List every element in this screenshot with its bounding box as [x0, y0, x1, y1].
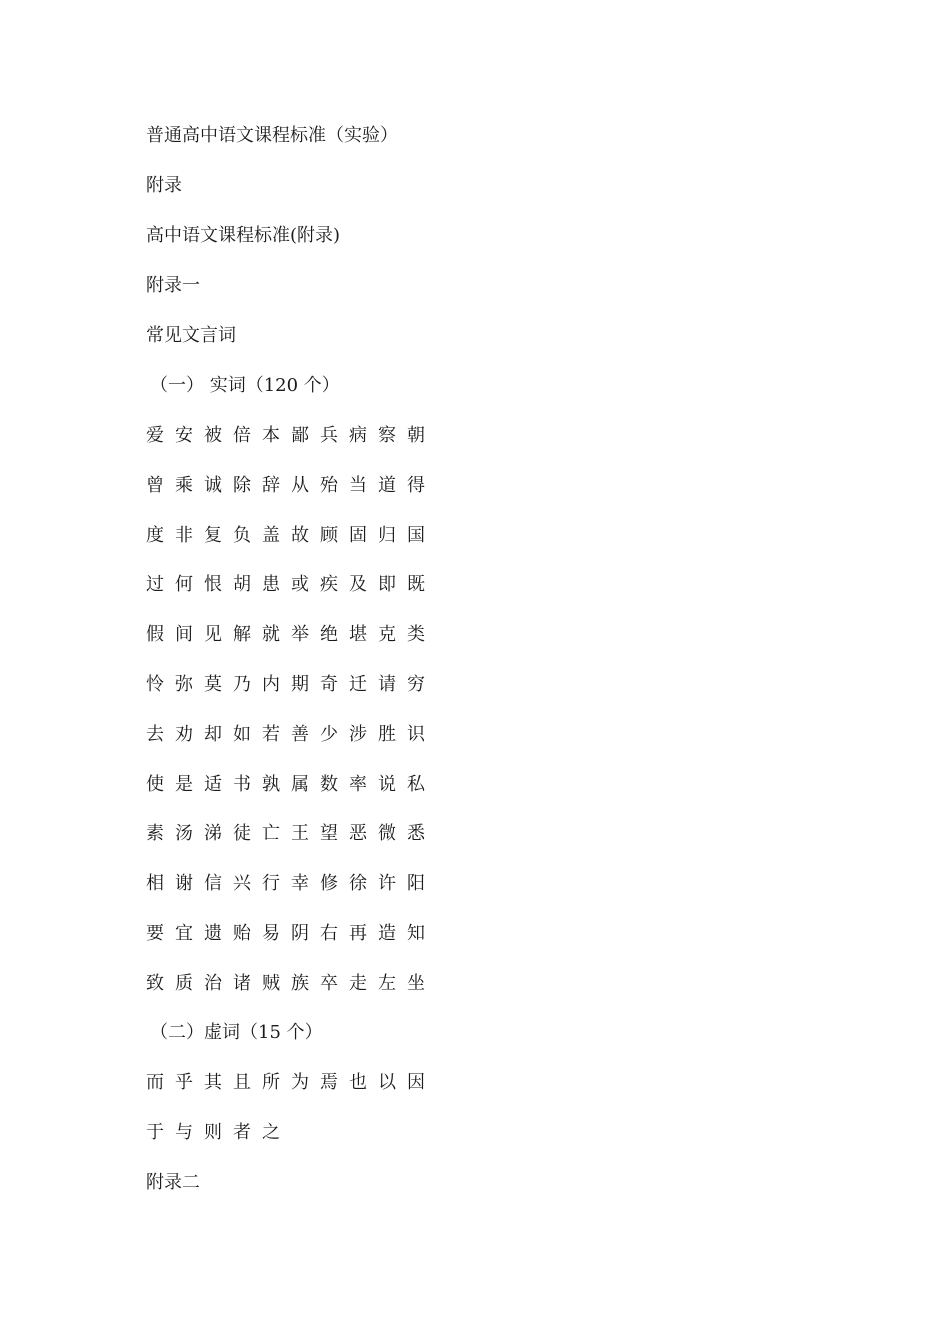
word-char: 诸	[233, 972, 251, 994]
word-char: 因	[407, 1072, 425, 1093]
word-char: 从	[291, 474, 309, 496]
word-char: 许	[378, 873, 396, 895]
word-char: 则	[204, 1122, 222, 1143]
word-char: 私	[407, 773, 425, 795]
shici-row	[146, 573, 436, 597]
word-char: 易	[262, 923, 280, 944]
word-char: 及	[349, 574, 367, 596]
appendix-one-heading: 附录一	[146, 275, 200, 296]
word-char: 孰	[262, 773, 280, 795]
word-char: 汤	[175, 823, 193, 845]
word-char: 也	[349, 1072, 367, 1093]
word-char: 书	[233, 773, 251, 795]
word-char: 莫	[204, 674, 222, 695]
word-char: 走	[349, 972, 367, 994]
word-char: 负	[233, 524, 251, 546]
word-char: 就	[262, 624, 280, 646]
word-char: 察	[378, 425, 396, 446]
word-char: 悉	[407, 823, 425, 845]
document-subtitle: 高中语文课程标准(附录)	[146, 225, 341, 246]
word-char: 诚	[204, 474, 222, 496]
word-char: 解	[233, 624, 251, 646]
word-char: 固	[349, 524, 367, 546]
word-char: 所	[262, 1072, 280, 1093]
word-char: 卒	[320, 972, 338, 994]
word-char: 行	[262, 873, 280, 895]
word-char: 徒	[233, 823, 251, 845]
word-char: 道	[378, 474, 396, 496]
word-char: 乎	[175, 1072, 193, 1093]
word-char: 复	[204, 524, 222, 546]
word-char: 望	[320, 823, 338, 845]
word-char: 且	[233, 1072, 251, 1093]
word-char: 安	[175, 425, 193, 446]
word-char: 数	[320, 773, 338, 795]
shici-row	[146, 872, 436, 896]
shici-row	[146, 524, 436, 548]
word-char: 是	[175, 773, 193, 795]
word-char: 举	[291, 624, 309, 646]
section-title: 常见文言词	[146, 325, 236, 346]
word-char: 既	[407, 574, 425, 596]
word-char: 族	[291, 972, 309, 994]
word-char: 奇	[320, 674, 338, 695]
xuci-row	[146, 1121, 291, 1145]
word-char: 类	[407, 624, 425, 646]
word-char: 本	[262, 425, 280, 446]
appendix-heading: 附录	[146, 175, 182, 196]
word-char: 归	[378, 524, 396, 546]
word-char: 如	[233, 723, 251, 745]
word-char: 善	[291, 723, 309, 745]
word-char: 得	[407, 474, 425, 496]
word-char: 左	[378, 972, 396, 994]
word-char: 国	[407, 524, 425, 546]
word-char: 素	[146, 823, 164, 845]
word-char: 而	[146, 1072, 164, 1093]
word-char: 属	[291, 773, 309, 795]
word-char: 何	[175, 574, 193, 596]
word-char: 故	[291, 524, 309, 546]
word-char: 期	[291, 674, 309, 695]
word-char: 殆	[320, 474, 338, 496]
word-char: 率	[349, 773, 367, 795]
shici-heading: （一） 实词（120 个）	[150, 375, 340, 396]
word-char: 贻	[233, 923, 251, 944]
word-char: 贼	[262, 972, 280, 994]
word-char: 于	[146, 1122, 164, 1143]
word-char: 绝	[320, 624, 338, 646]
word-char: 除	[233, 474, 251, 496]
word-char: 度	[146, 524, 164, 546]
word-char: 辞	[262, 474, 280, 496]
word-char: 即	[378, 574, 396, 596]
word-char: 鄙	[291, 425, 309, 446]
word-char: 去	[146, 723, 164, 745]
word-char: 胡	[233, 574, 251, 596]
word-char: 穷	[407, 674, 425, 695]
word-char: 治	[204, 972, 222, 994]
word-char: 王	[291, 823, 309, 845]
word-char: 微	[378, 823, 396, 845]
word-char: 识	[407, 723, 425, 745]
word-char: 弥	[175, 674, 193, 695]
word-char: 适	[204, 773, 222, 795]
word-char: 恶	[349, 823, 367, 845]
word-char: 者	[233, 1122, 251, 1143]
appendix-two-heading: 附录二	[146, 1172, 200, 1193]
word-char: 致	[146, 972, 164, 994]
word-char: 造	[378, 923, 396, 944]
word-char: 阳	[407, 873, 425, 895]
word-char: 徐	[349, 873, 367, 895]
word-char: 迁	[349, 674, 367, 695]
word-char: 当	[349, 474, 367, 496]
shici-row	[146, 424, 436, 448]
word-char: 间	[175, 624, 193, 646]
word-char: 之	[262, 1122, 280, 1143]
word-char: 亡	[262, 823, 280, 845]
word-char: 倍	[233, 425, 251, 446]
word-char: 再	[349, 923, 367, 944]
word-char: 涉	[349, 723, 367, 745]
word-char: 质	[175, 972, 193, 994]
shici-row	[146, 723, 436, 747]
document-title: 普通高中语文课程标准（实验）	[146, 125, 398, 146]
word-char: 见	[204, 624, 222, 646]
word-char: 右	[320, 923, 338, 944]
word-char: 恨	[204, 574, 222, 596]
word-char: 内	[262, 674, 280, 695]
word-char: 涕	[204, 823, 222, 845]
word-char: 为	[291, 1072, 309, 1093]
word-char: 幸	[291, 873, 309, 895]
word-char: 被	[204, 425, 222, 446]
shici-row	[146, 922, 436, 946]
word-char: 克	[378, 624, 396, 646]
word-char: 其	[204, 1072, 222, 1093]
word-char: 爱	[146, 425, 164, 446]
word-char: 乃	[233, 674, 251, 695]
word-char: 劝	[175, 723, 193, 745]
shici-row	[146, 623, 436, 647]
word-char: 假	[146, 624, 164, 646]
word-char: 胜	[378, 723, 396, 745]
word-char: 却	[204, 723, 222, 745]
word-char: 疾	[320, 574, 338, 596]
word-char: 兴	[233, 873, 251, 895]
xuci-heading: （二）虚词（15 个）	[150, 1022, 323, 1043]
word-char: 相	[146, 873, 164, 895]
shici-row	[146, 474, 436, 498]
shici-row	[146, 822, 436, 846]
word-char: 堪	[349, 624, 367, 646]
word-char: 朝	[407, 425, 425, 446]
word-char: 使	[146, 773, 164, 795]
word-char: 非	[175, 524, 193, 546]
word-char: 乘	[175, 474, 193, 496]
shici-row	[146, 773, 436, 797]
word-char: 病	[349, 425, 367, 446]
word-char: 或	[291, 574, 309, 596]
word-char: 说	[378, 773, 396, 795]
word-char: 兵	[320, 425, 338, 446]
word-char: 坐	[407, 972, 425, 994]
shici-row	[146, 972, 436, 996]
word-char: 过	[146, 574, 164, 596]
shici-row	[146, 673, 436, 697]
word-char: 焉	[320, 1072, 338, 1093]
word-char: 顾	[320, 524, 338, 546]
word-char: 请	[378, 674, 396, 695]
xuci-row	[146, 1071, 436, 1095]
word-char: 修	[320, 873, 338, 895]
word-char: 遗	[204, 923, 222, 944]
word-char: 少	[320, 723, 338, 745]
word-char: 盖	[262, 524, 280, 546]
word-char: 与	[175, 1122, 193, 1143]
word-char: 怜	[146, 674, 164, 695]
word-char: 若	[262, 723, 280, 745]
word-char: 要	[146, 923, 164, 944]
word-char: 谢	[175, 873, 193, 895]
word-char: 宜	[175, 923, 193, 944]
word-char: 知	[407, 923, 425, 944]
word-char: 阴	[291, 923, 309, 944]
word-char: 患	[262, 574, 280, 596]
word-char: 以	[378, 1072, 396, 1093]
word-char: 信	[204, 873, 222, 895]
word-char: 曾	[146, 474, 164, 496]
